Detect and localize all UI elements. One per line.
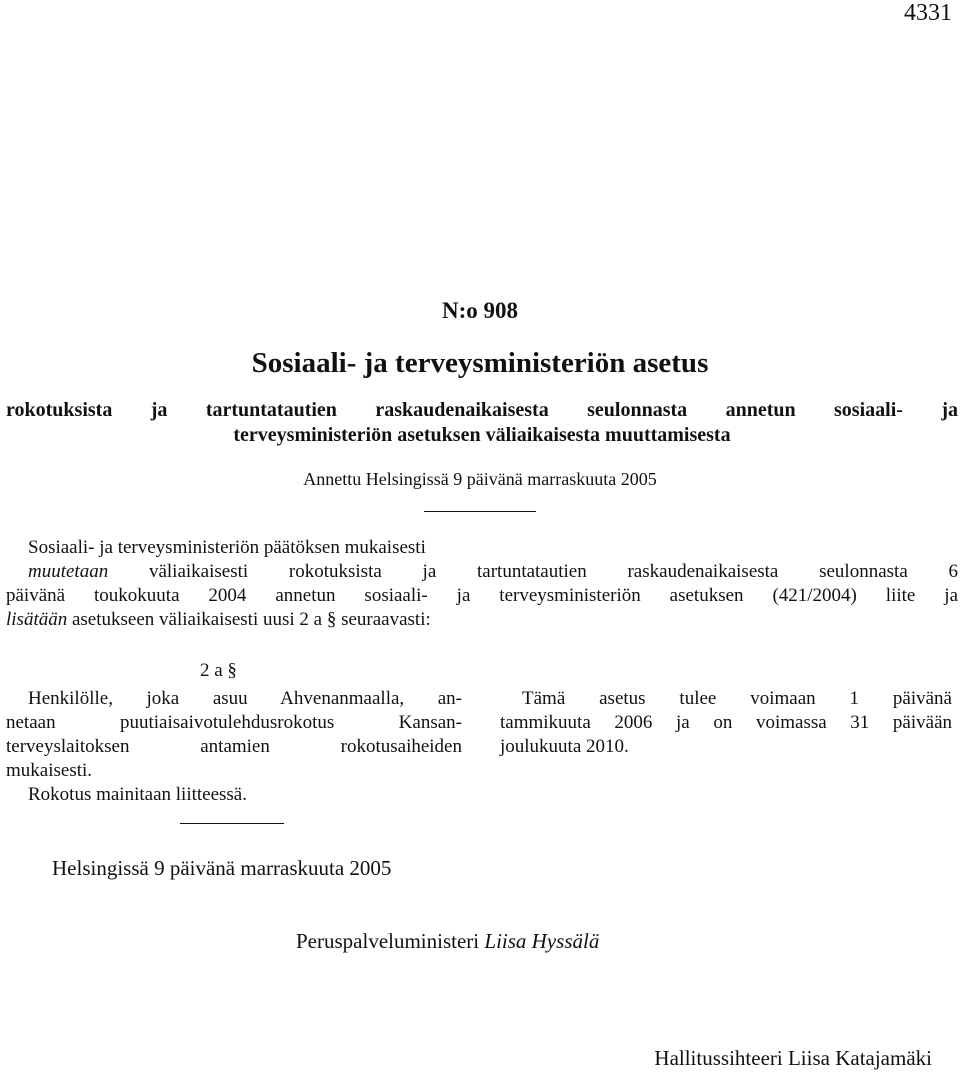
signature-place-date: Helsingissä 9 päivänä marraskuuta 2005 [52, 856, 392, 880]
page-number: 4331 [904, 0, 952, 26]
section-heading: 2 a § [200, 660, 237, 681]
preamble-line-2-text: väliaikaisesti rokotuksista ja tartuntatautien raskaudenaikaisesta seulonnasta 6 [108, 561, 958, 582]
statute-number: N:o 908 [441, 298, 519, 323]
preamble [6, 536, 958, 632]
preamble-amend-verb: muutetaan [28, 561, 109, 582]
section-line-5: Rokotus mainitaan liitteessä. [28, 784, 247, 805]
preamble-add-verb: lisätään [6, 609, 68, 630]
document-subtitle [6, 398, 958, 448]
preamble-line-3: päivänä toukokuuta 2004 annetun sosiaali- ja terveysministeriön asetuksen (421/2004) liite ja [6, 585, 958, 606]
signature-secretary: Hallitussihteeri Liisa Katajamäki [654, 1046, 932, 1070]
entry-line-1: Tämä asetus tulee voimaan 1 päivänä [522, 688, 952, 709]
subtitle-line-1: rokotuksista ja tartuntatautien raskaudenaikaisesta seulonnasta annetun sosiaali- ja [6, 399, 958, 421]
preamble-line-1: Sosiaali- ja terveysministeriön päätöksen mukaisesti [28, 537, 426, 558]
entry-into-force [500, 687, 952, 759]
entry-line-3: joulukuuta 2010. [500, 736, 629, 757]
section-line-1: Henkilölle, joka asuu Ahvenanmaalla, an- [28, 688, 462, 709]
subtitle-line-2: terveysministeriön asetuksen väliaikaisesta muuttamisesta [233, 424, 731, 446]
signature-minister [296, 929, 599, 954]
given-date: Annettu Helsingissä 9 päivänä marraskuuta 2005 [303, 469, 657, 489]
separator-rule [424, 511, 536, 512]
section-line-3: terveyslaitoksen antamien rokotusaiheiden [6, 736, 462, 757]
section-line-4: mukaisesti. [6, 760, 93, 781]
document-title: Sosiaali- ja terveysministeriön asetus [251, 347, 709, 379]
preamble-line-4 [6, 608, 958, 632]
separator-rule-2 [180, 823, 284, 824]
minister-name: Liisa Hyssälä [484, 929, 600, 953]
preamble-line-2 [6, 560, 958, 584]
preamble-line-4-text: asetukseen väliaikaisesti uusi 2 a § seuraavasti: [67, 609, 431, 630]
minister-title: Peruspalveluministeri [296, 929, 485, 953]
entry-line-2: tammikuuta 2006 ja on voimassa 31 päivään [500, 712, 952, 733]
section-body [6, 687, 462, 807]
section-line-2: netaan puutiaisaivotulehdusrokotus Kansan- [6, 712, 462, 733]
